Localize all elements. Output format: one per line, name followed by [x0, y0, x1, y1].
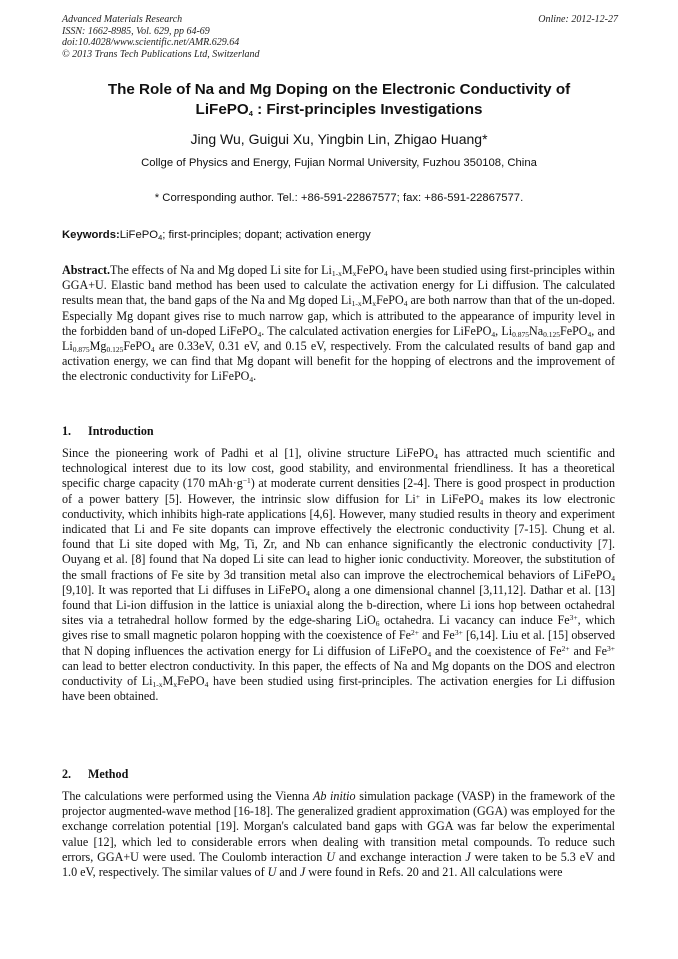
abstract-label: Abstract.	[62, 263, 111, 277]
paper-title	[62, 80, 616, 120]
affiliation: Collge of Physics and Energy, Fujian Normal University, Fuzhou 350108, China	[141, 157, 537, 169]
journal-doi[interactable]: doi:10.4028/www.scientific.net/AMR.629.64	[62, 37, 240, 48]
journal-copyright: © 2013 Trans Tech Publications Ltd, Switzerland	[62, 48, 260, 60]
keywords-text: LiFePO$_4$; first-principles; dopant; activation energy	[119, 229, 371, 242]
journal-name: Advanced Materials Research	[62, 14, 183, 25]
keywords-label: Keywords:	[62, 229, 120, 241]
section-heading-method: 2. Method	[62, 767, 129, 781]
title-line-2: LiFePO$_4$ : First-principles Investigations	[195, 101, 483, 118]
journal-header	[62, 14, 618, 60]
corresponding-author: * Corresponding author. Tel.: +86-591-22867577; fax: +86-591-22867577.	[154, 192, 524, 204]
section-heading-introduction: 1. Introduction	[62, 424, 154, 438]
keywords	[62, 228, 616, 242]
method-paragraph: The calculations were performed using the Vienna Ab initio simulation package (VASP) in the framework of the projector augmented-wave method [16-18]. The generalized gradient approximation (GGA) was employed for the exchange correlation potential [19]. Morgan's calculated band gaps with GGA was far below the experimental value [12], which led to considerable errors when dealing with transition metal compounds. To reduce such errors, GGA+U were used. The Coulomb interaction U and exchange interaction J were taken to be 5.3 eV and 1.0 eV, respectively. The similar values of U and J were found in Refs. 20 and 21. All calculations were	[62, 789, 615, 880]
abstract: Abstract.The effects of Na and Mg doped Li site for $Li_{1-x}M_xFePO_4$ have been studied using first-principles within GGA+U. Elastic band method has been used to calculate the activation energy for Li diffusion. The calculated results mean that, the band gaps of the Na and Mg doped $Li_{1-x}M_xFePO_4$ are both narrow than that of the un-doped. Especially Mg dopant gives rise to much narrow gap, which is attributed to the appearance of impurity level in the forbidden band of un-doped LiFePO$_4$. The calculated activation energies for LiFePO$_4$, $Li_{0.875}Na_{0.125}FePO_4$, and $Li_{0.875}Mg_{0.125}FePO_4$ are 0.33eV, 0.31 eV, and 0.15 eV, respectively. From the calculated results of band gap and activation energy, we can find that Mg dopant will benefit for the hopping of electrons and the improvement of the electronic conductivity for LiFePO$_4$.	[62, 263, 616, 385]
journal-issn: ISSN: 1662-8985, Vol. 629, pp 64-69	[62, 25, 210, 37]
author-list: Jing Wu, Guigui Xu, Yingbin Lin, Zhigao Huang*	[190, 131, 488, 147]
title-line-1: The Role of Na and Mg Doping on the Electronic Conductivity of	[107, 81, 571, 98]
introduction-paragraph: Since the pioneering work of Padhi et al [1], olivine structure LiFePO$_4$ has attracted much scientific and technological interest due to its low cost, good stability, and environmental friendliness. It has a theoretical specific charge capacity (170 $mAh\cdot g^{-1}$) at moderate current densities [2-4]. There is good prospect in production of a power battery [5]. However, the intrinsic slow diffusion for Li+ in LiFePO$_4$ makes its low electronic conductivity, which inhibits high-rate applications [4,6]. However, many studied results in theory and experiment indicated that Li and Fe site dopants can improve effectively the electronic conductivity [7-15]. Chung et al. found that Li site doped with Mg, Ti, Zr, and Nb can enhance significantly the electronic conductivity [7]. Ouyang et al. [8] found that Na doped Li site can lead to higher ionic conductivity. Moreover, the substitution of the small fractions of Fe site by 3d transition metal also can improve the electrochemical behaviors of LiFePO$_4$ [9,10]. It was reported that Li diffuses in LiFePO$_4$ along a one dimensional channel [3,11,12]. Dathar et al. [13] found that Li-ion diffusion in the lattice is uniaxial along the b-direction, where Li ions hop between octahedral sites via a tetrahedral hollow formed by the edge-sharing LiO$_6$ octahedra. Li vacancy can induce $Fe^{3+}$, which gives rise to small magnetic polaron hopping with the coexistence of $Fe^{2+}$ and $Fe^{3+}$ [6,14]. Liu et al. [15] observed that N doping influences the activation energy for Li diffusion of LiFePO$_4$ and the coexistence of $Fe^{2+}$ and $Fe^{3+}$ can lead to better electron conductivity. In this paper, the effects of Na and Mg dopants on the DOS and electron conductivity of $Li_{1-x}M_xFePO_4$ have been studied using first-principles. The activation energies for Li diffusion have been obtained.	[62, 446, 616, 704]
online-date: Online: 2012-12-27	[538, 14, 618, 25]
